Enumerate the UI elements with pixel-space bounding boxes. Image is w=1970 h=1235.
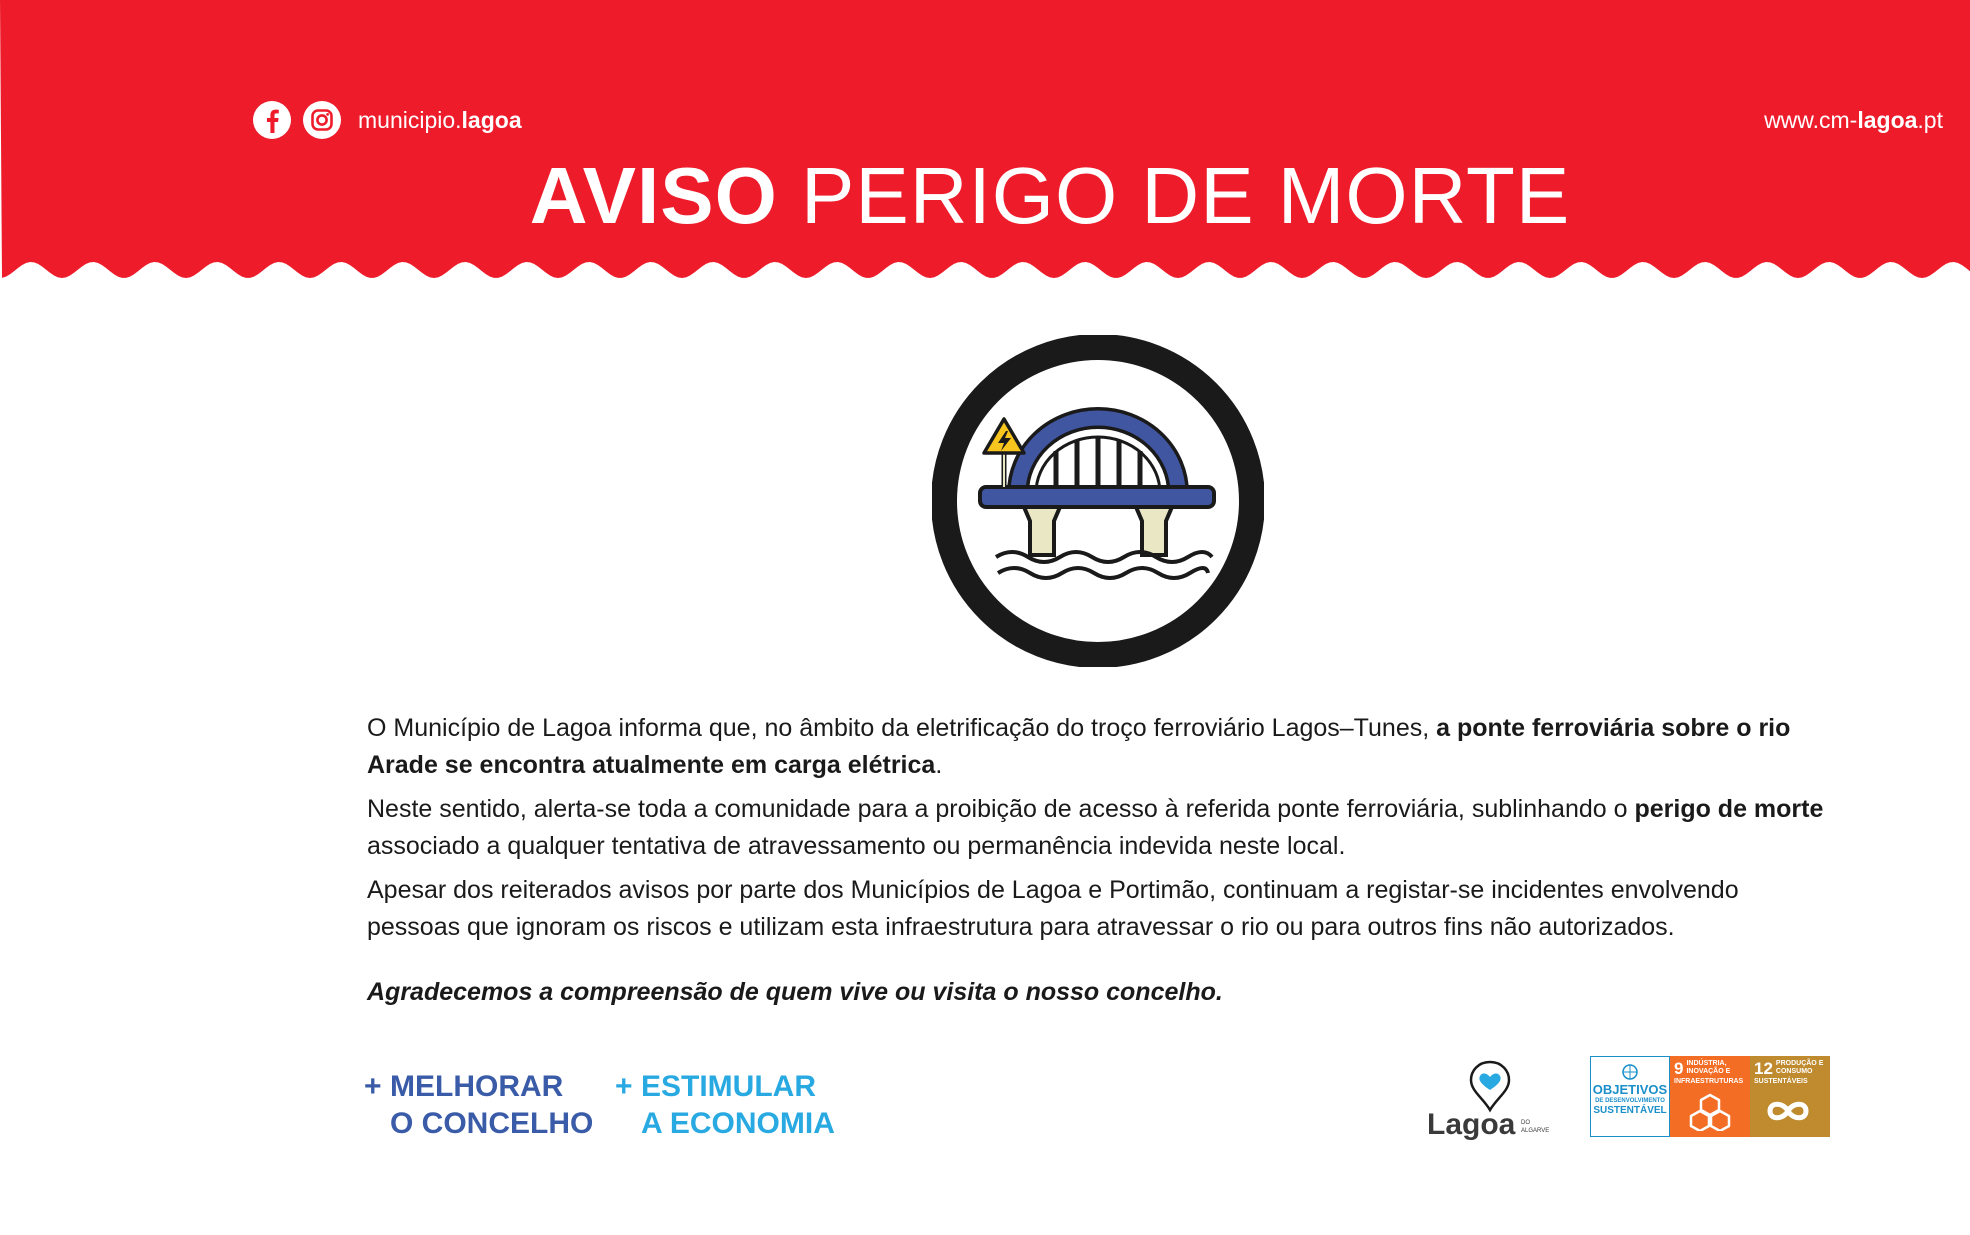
thanks-note: Agradecemos a compreensão de quem vive ou visita o nosso concelho. [367,978,1223,1006]
header-banner [0,0,1970,295]
logo-name: Lagoa [1427,1108,1516,1140]
social-handle[interactable]: municipio.lagoa [358,106,522,133]
cubes-icon [1688,1091,1732,1131]
sdg-badges [1590,1056,1830,1137]
svg-text:ALGARVE: ALGARVE [1521,1128,1550,1134]
bridge-electric-hazard-icon [932,335,1264,667]
slogan-melhorar: + MELHORAR O CONCELHO [364,1070,594,1140]
un-emblem-icon [1621,1063,1639,1081]
social-links [252,100,522,140]
instagram-icon[interactable] [302,100,342,140]
sdg-title-badge: OBJETIVOS DE DESENVOLVIMENTO SUSTENTÁVEL [1590,1056,1670,1137]
page-title [0,150,1970,242]
infinity-icon [1764,1096,1812,1126]
svg-text:DO: DO [1521,1120,1530,1126]
paragraph-3: Apesar dos reiterados avisos por parte dos Municípios de Lagoa e Portimão, continuam a registar-se incidentes envolvendo pessoas que ignoram os riscos e utilizam esta infraestrutura para atravessar o rio ou para outros fins não autorizados. [367,876,1739,941]
title-bold: AVISO [529,151,778,240]
website-link[interactable]: www.cm-lagoa.pt [1764,107,1943,133]
paragraph-2: Neste sentido, alerta-se toda a comunidade para a proibição de acesso à referida ponte ferroviária, sublinhando o perigo de morte associado a qualquer tentativa de atravessamento ou permanência indevida neste local. [367,795,1824,860]
title-rest: PERIGO DE MORTE [801,151,1571,240]
paragraph-1: O Município de Lagoa informa que, no âmbito da eletrificação do troço ferroviário Lagos–Tunes, a ponte ferroviária sobre o rio Arade se encontra atualmente em carga elétrica. [367,714,1791,779]
banner-background [0,0,1970,295]
sdg-9-badge: 9 INDÚSTRIA, INOVAÇÃO E INFRAESTRUTURAS [1670,1056,1750,1137]
notice-body [367,710,1830,953]
slogan-estimular: + ESTIMULAR A ECONOMIA [615,1070,835,1140]
lagoa-logo [1425,1058,1557,1140]
facebook-icon[interactable] [252,100,292,140]
sdg-12-badge: 12 PRODUÇÃO E CONSUMO SUSTENTÁVEIS [1750,1056,1830,1137]
